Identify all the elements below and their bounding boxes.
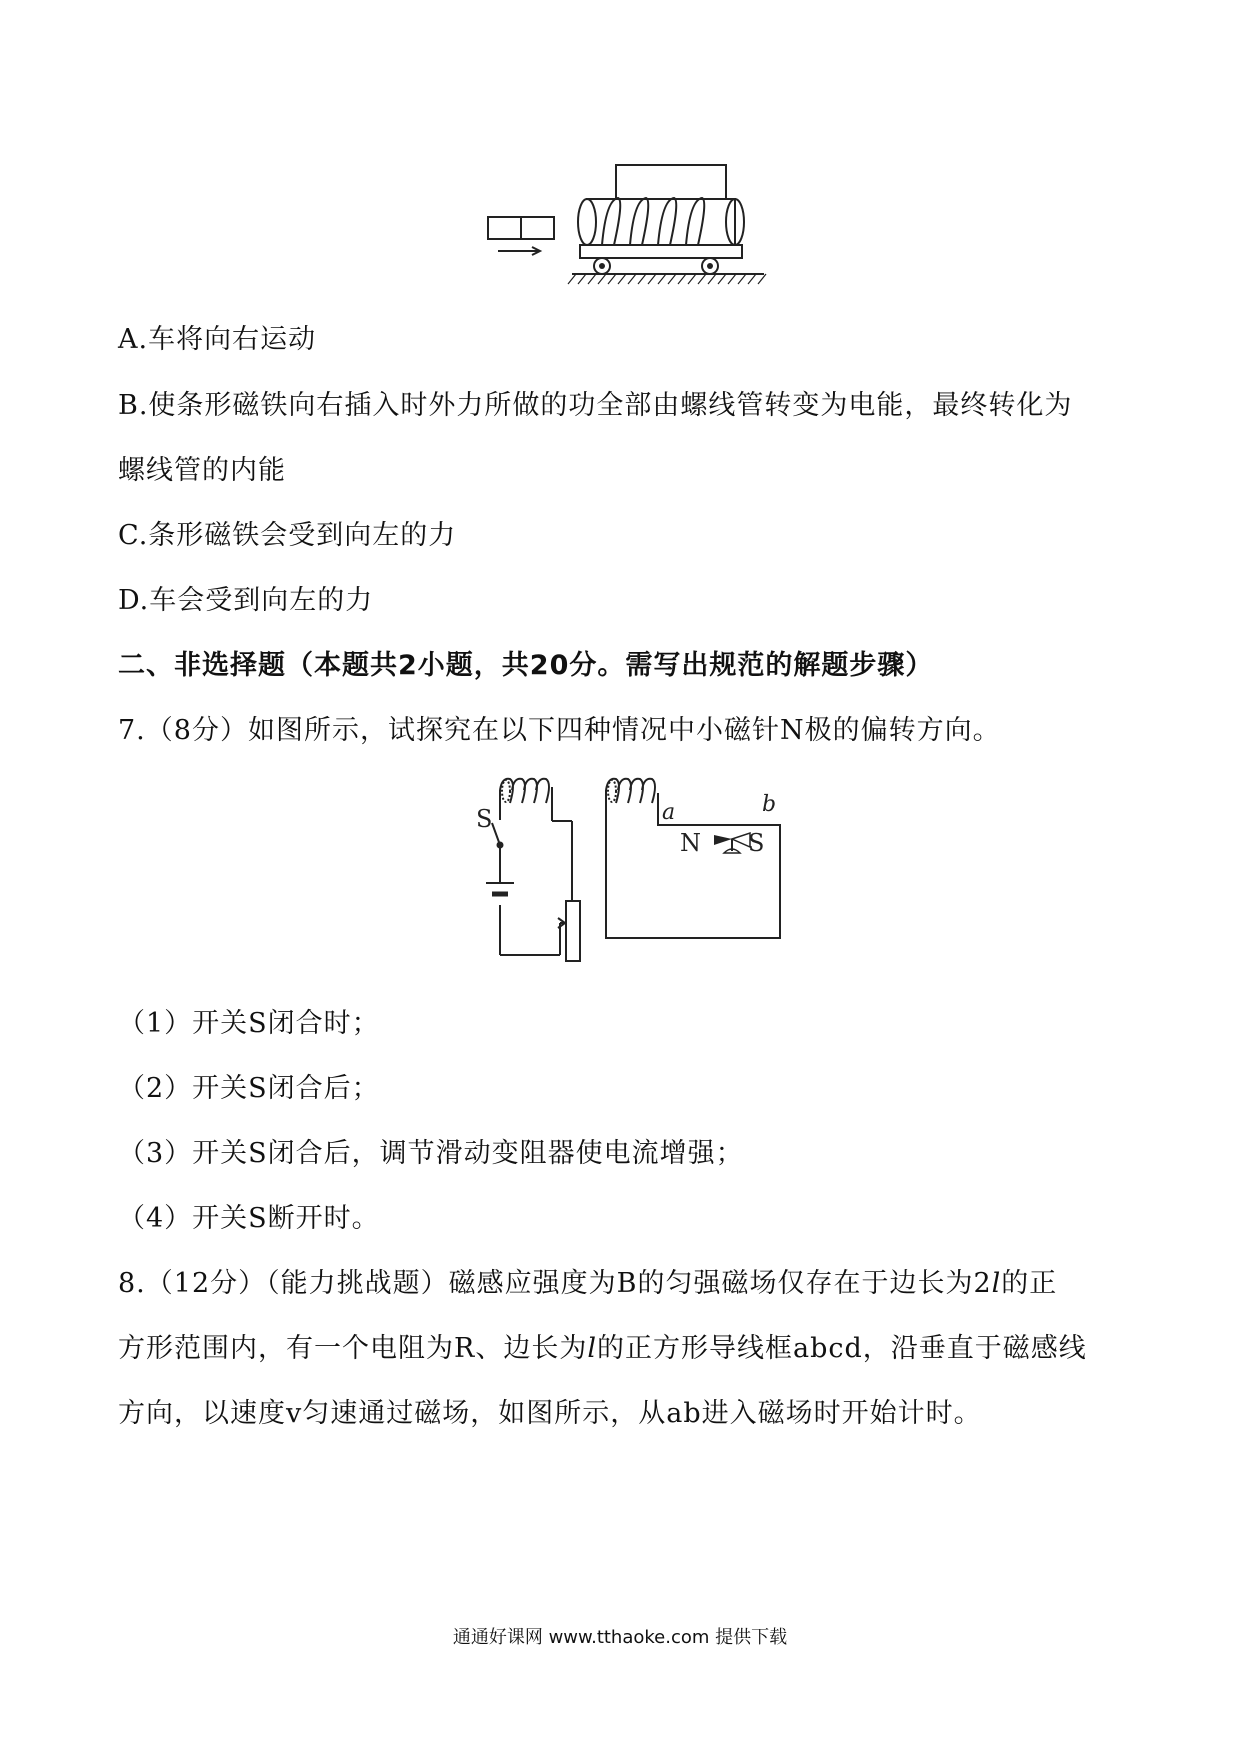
rheostat: [566, 901, 580, 961]
footer-credit: 通通好课网 www.tthaoke.com 提供下载: [452, 1627, 788, 1648]
label-needle-n: N: [680, 829, 701, 857]
right-loop: [606, 790, 780, 938]
label-switch-s: S: [476, 805, 493, 833]
q7-part-3: （3）开关S闭合后，调节滑动变阻器使电流增强；: [118, 1138, 744, 1169]
q6-option-a: A.车将向右运动: [118, 324, 317, 355]
coil-right: [606, 779, 655, 803]
q6-option-d: D.车会受到向左的力: [118, 585, 374, 616]
section-heading: 二、非选择题（本题共2小题，共20分。需写出规范的解题步骤）: [118, 650, 934, 681]
label-b: b: [762, 792, 777, 817]
q6-option-b-line2: 螺线管的内能: [118, 455, 286, 486]
switch-blade: [492, 823, 500, 845]
cart-platform: [580, 245, 742, 258]
q7-part-1: （1）开关S闭合时；: [118, 1008, 380, 1039]
q8-line3: 方向，以速度v匀速通过磁场，如图所示，从ab进入磁场时开始计时。: [118, 1398, 982, 1429]
q6-option-c: C.条形磁铁会受到向左的力: [118, 520, 457, 551]
figure-magnet-cart: [480, 160, 780, 300]
q7-part-2: （2）开关S闭合后；: [118, 1073, 380, 1104]
figure-circuit: [470, 775, 790, 970]
q8-line2: 方形范围内，有一个电阻为R、边长为l的正方形导线框abcd，沿垂直于磁感线: [118, 1333, 1087, 1364]
coil-left: [500, 779, 549, 803]
q8-line1: 8.（12分）（能力挑战题）磁感应强度为B的匀强磁场仅存在于边长为2l的正: [118, 1268, 1058, 1299]
q7-part-4: （4）开关S断开时。: [118, 1203, 380, 1234]
q7-stem: 7.（8分）如图所示，试探究在以下四种情况中小磁针N极的偏转方向。: [118, 715, 1001, 746]
label-needle-s: S: [748, 829, 765, 857]
q6-option-b-line1: B.使条形磁铁向右插入时外力所做的功全部由螺线管转变为电能，最终转化为: [118, 390, 1073, 421]
compass-needle: [714, 833, 750, 853]
label-a: a: [662, 800, 676, 825]
